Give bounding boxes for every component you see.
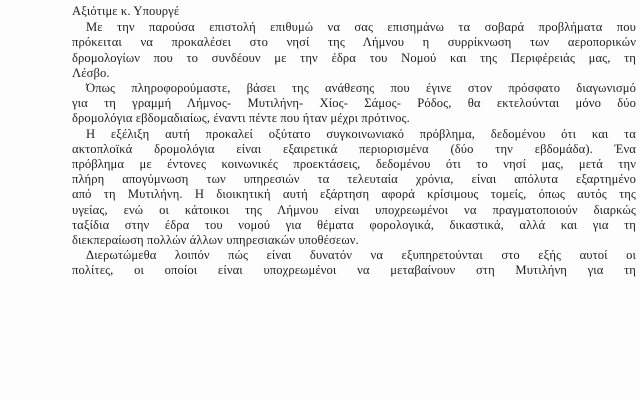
text-line: Με την παρούσα επιστολή επιθυμώ να σας επισημάνω τα σοβαρά προβλήματα που (86, 20, 636, 35)
text-line: πρόβλημα με έντονες κοινωνικές προεκτάσεις, δεδομένου ότι το νησί μας, μετά την (72, 157, 636, 172)
text-line: για τη γραμμή Λήμνος- Μυτιλήνη- Χίος- Σάμος- Ρόδος, θα εκτελούνται μόνο δύο (72, 96, 636, 111)
salutation: Αξιότιμε κ. Υπουργέ (72, 4, 180, 18)
text-line: ακτοπλοϊκά δρομολόγια είναι εξαιρετικά περιορισμένα (δύο την εβδομάδα). Ένα (72, 141, 636, 156)
paragraph-2 (58, 81, 636, 127)
letter-body (58, 4, 636, 279)
text-line: πολίτες, οι οποίοι είναι υποχρεωμένοι να μεταβαίνουν στη Μυτιλήνη για τη (72, 263, 636, 278)
paragraph-3 (58, 127, 636, 249)
paragraph-1 (58, 20, 636, 81)
text-line: Η εξέλιξη αυτή προκαλεί οξύτατο συγκοινωνιακό πρόβλημα, δεδομένου ότι και τα (86, 126, 636, 141)
text-line: Διερωτώμεθα λοιπόν πώς είναι δυνατόν να εξυπηρετούνται στο εξής αυτοί οι (86, 248, 636, 263)
text-line: Όπως πληροφορούμαστε, βάσει της ανάθεσης που έγινε στον πρόσφατο διαγωνισμό (86, 81, 636, 96)
text-line: πλήρη απογύμνωση των υπηρεσιών τα τελευταία χρόνια, είναι απόλυτα εξαρτημένο (72, 172, 636, 187)
text-line: δρομολόγια εβδομαδιαίως, έναντι πέντε που ήταν μέχρι πρότινος. (72, 111, 410, 126)
text-line: Λέσβο. (72, 65, 110, 80)
text-line: πρόκειται να προκαλέσει στο νησί της Λήμνου η συρρίκνωση των αεροπορικών (72, 35, 636, 50)
text-line: από τη Μυτιλήνη. Η διοικητική αυτή εξάρτηση αφορά κρίσιμους τομείς, όπως αυτός της (72, 187, 636, 202)
text-line: δρομολογίων που το συνδέουν με την έδρα του Νομού και της Περιφέρειάς μας, τη (72, 50, 636, 65)
paragraph-4 (58, 248, 636, 278)
text-line: ταξίδια στην έδρα του νομού για θέματα φορολογικά, δικαστικά, αλλά και για τη (72, 217, 636, 232)
text-line: υγείας, ενώ οι κάτοικοι της Λήμνου είναι υποχρεωμένοι να πραγματοποιούν διαρκώς (72, 202, 636, 217)
text-line: διεκπεραίωση πολλών άλλων υπηρεσιακών υποθέσεων. (72, 233, 359, 248)
